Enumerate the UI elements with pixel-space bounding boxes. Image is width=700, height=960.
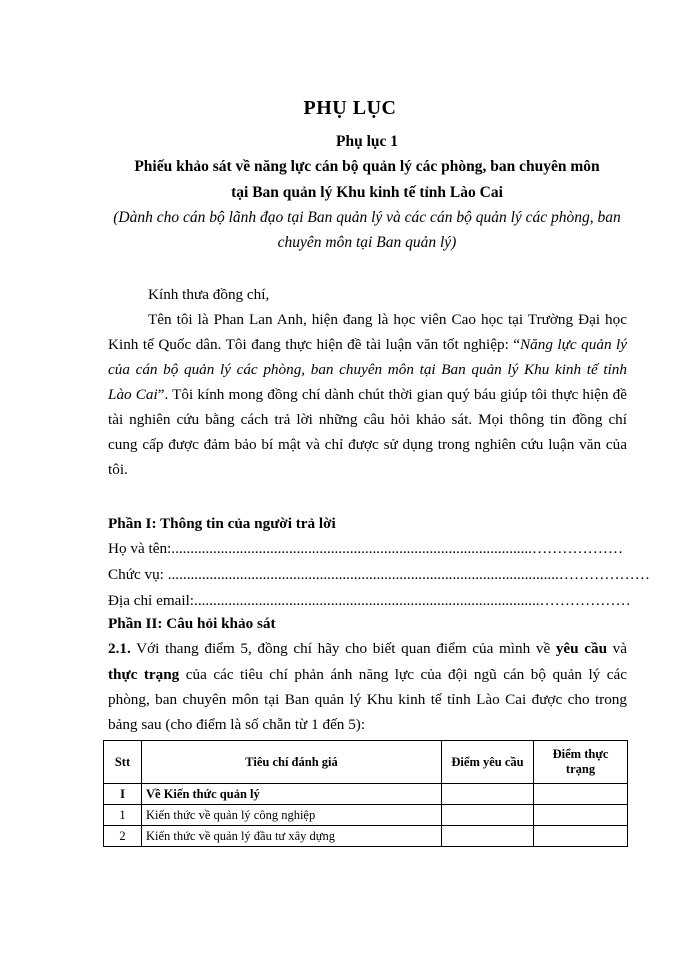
table-header-row (104, 741, 628, 784)
email-dots: ...........................................................................................……………… (194, 592, 631, 609)
part1-heading: Phần I: Thông tin của người trả lời (108, 515, 336, 532)
letter-line: của cán bộ quản lý các phòng, ban chuyên môn tại Ban quản lý Khu kinh tế tỉnh (108, 361, 627, 378)
position-dots: .......................................................................................................……………… (167, 566, 650, 583)
part2-heading: Phần II: Câu hỏi khảo sát (108, 615, 276, 632)
survey-title-line-1: Phiếu khảo sát về năng lực cán bộ quản lý các phòng, ban chuyên môn (134, 158, 600, 175)
row-stt: 2 (104, 826, 142, 847)
question-emphasis: thực trạng (108, 666, 180, 683)
question-line (108, 640, 627, 658)
survey-table (103, 740, 628, 847)
audience-note-line-1: (Dành cho cán bộ lãnh đạo tại Ban quản lý và các cán bộ quản lý các phòng, ban (113, 209, 621, 226)
email-label: Địa chỉ email: (108, 592, 195, 609)
question-text: và (607, 640, 628, 657)
row-required-score[interactable] (442, 826, 534, 847)
email-field[interactable] (108, 592, 631, 610)
row-criteria: Kiến thức về quản lý công nghiệp (142, 805, 442, 826)
question-emphasis: yêu cầu (555, 640, 608, 657)
header-stt: Stt (104, 741, 142, 784)
header-actual-score: Điểm thực trạng (534, 741, 628, 784)
row-stt: I (104, 784, 142, 805)
letter-text: Kinh tế Quốc dân. Tôi đang thực hiện đề tài luận văn tốt nghiệp: “ (108, 336, 521, 353)
row-criteria: Về Kiến thức quản lý (142, 784, 442, 805)
row-actual-score[interactable] (534, 826, 628, 847)
question-line: phòng, ban chuyên môn tại Ban quản lý Khu kinh tế tỉnh Lào Cai được cho trong (108, 691, 627, 708)
greeting: Kính thưa đồng chí, (148, 286, 270, 303)
letter-line (108, 386, 627, 404)
name-field[interactable] (108, 540, 623, 558)
name-dots: ...............................................................................................……………… (171, 540, 624, 557)
row-stt: 1 (104, 805, 142, 826)
row-criteria: Kiến thức về quản lý đầu tư xây dựng (142, 826, 442, 847)
page-title: PHỤ LỤC (303, 97, 397, 119)
thesis-title-text: Lào Cai (108, 386, 158, 403)
position-field[interactable] (108, 566, 650, 584)
letter-text: ”. Tôi kính mong đồng chí dành chút thời gian quý báu giúp tôi thực hiện đề (157, 386, 627, 403)
letter-line (108, 336, 627, 354)
name-label: Họ và tên: (108, 540, 172, 557)
letter-line: tài nghiên cứu bằng cách trả lời những câu hỏi khảo sát. Mọi thông tin đồng chí (108, 411, 627, 428)
question-line (108, 666, 627, 684)
question-line: bảng sau (cho điểm là số chẵn từ 1 đến 5): (108, 716, 366, 733)
audience-note-line-2: chuyên môn tại Ban quản lý) (277, 234, 457, 251)
row-actual-score[interactable] (534, 805, 628, 826)
question-text: Với thang điểm 5, đồng chí hãy cho biết quan điểm của mình về (130, 640, 556, 657)
letter-line: tôi. (108, 461, 128, 478)
question-number: 2.1. (108, 640, 131, 657)
position-label: Chức vụ: (108, 566, 168, 583)
header-criteria: Tiêu chí đánh giá (142, 741, 442, 784)
table-row (104, 805, 628, 826)
letter-line: cung cấp được đảm bảo bí mật và chỉ được sử dụng trong nghiên cứu luận văn của (108, 436, 627, 453)
table-row (104, 784, 628, 805)
row-required-score[interactable] (442, 805, 534, 826)
row-required-score[interactable] (442, 784, 534, 805)
letter-line: Tên tôi là Phan Lan Anh, hiện đang là học viên Cao học tại Trường Đại học (148, 311, 627, 328)
survey-title-line-2: tại Ban quản lý Khu kinh tế tỉnh Lào Cai (231, 184, 503, 201)
table-row (104, 826, 628, 847)
thesis-title-text: Năng lực quản lý (520, 336, 627, 353)
appendix-subtitle: Phụ lục 1 (335, 133, 398, 150)
row-actual-score[interactable] (534, 784, 628, 805)
question-text: của các tiêu chí phản ánh năng lực của đội ngũ cán bộ quản lý các (179, 666, 627, 683)
header-required-score: Điểm yêu cầu (442, 741, 534, 784)
